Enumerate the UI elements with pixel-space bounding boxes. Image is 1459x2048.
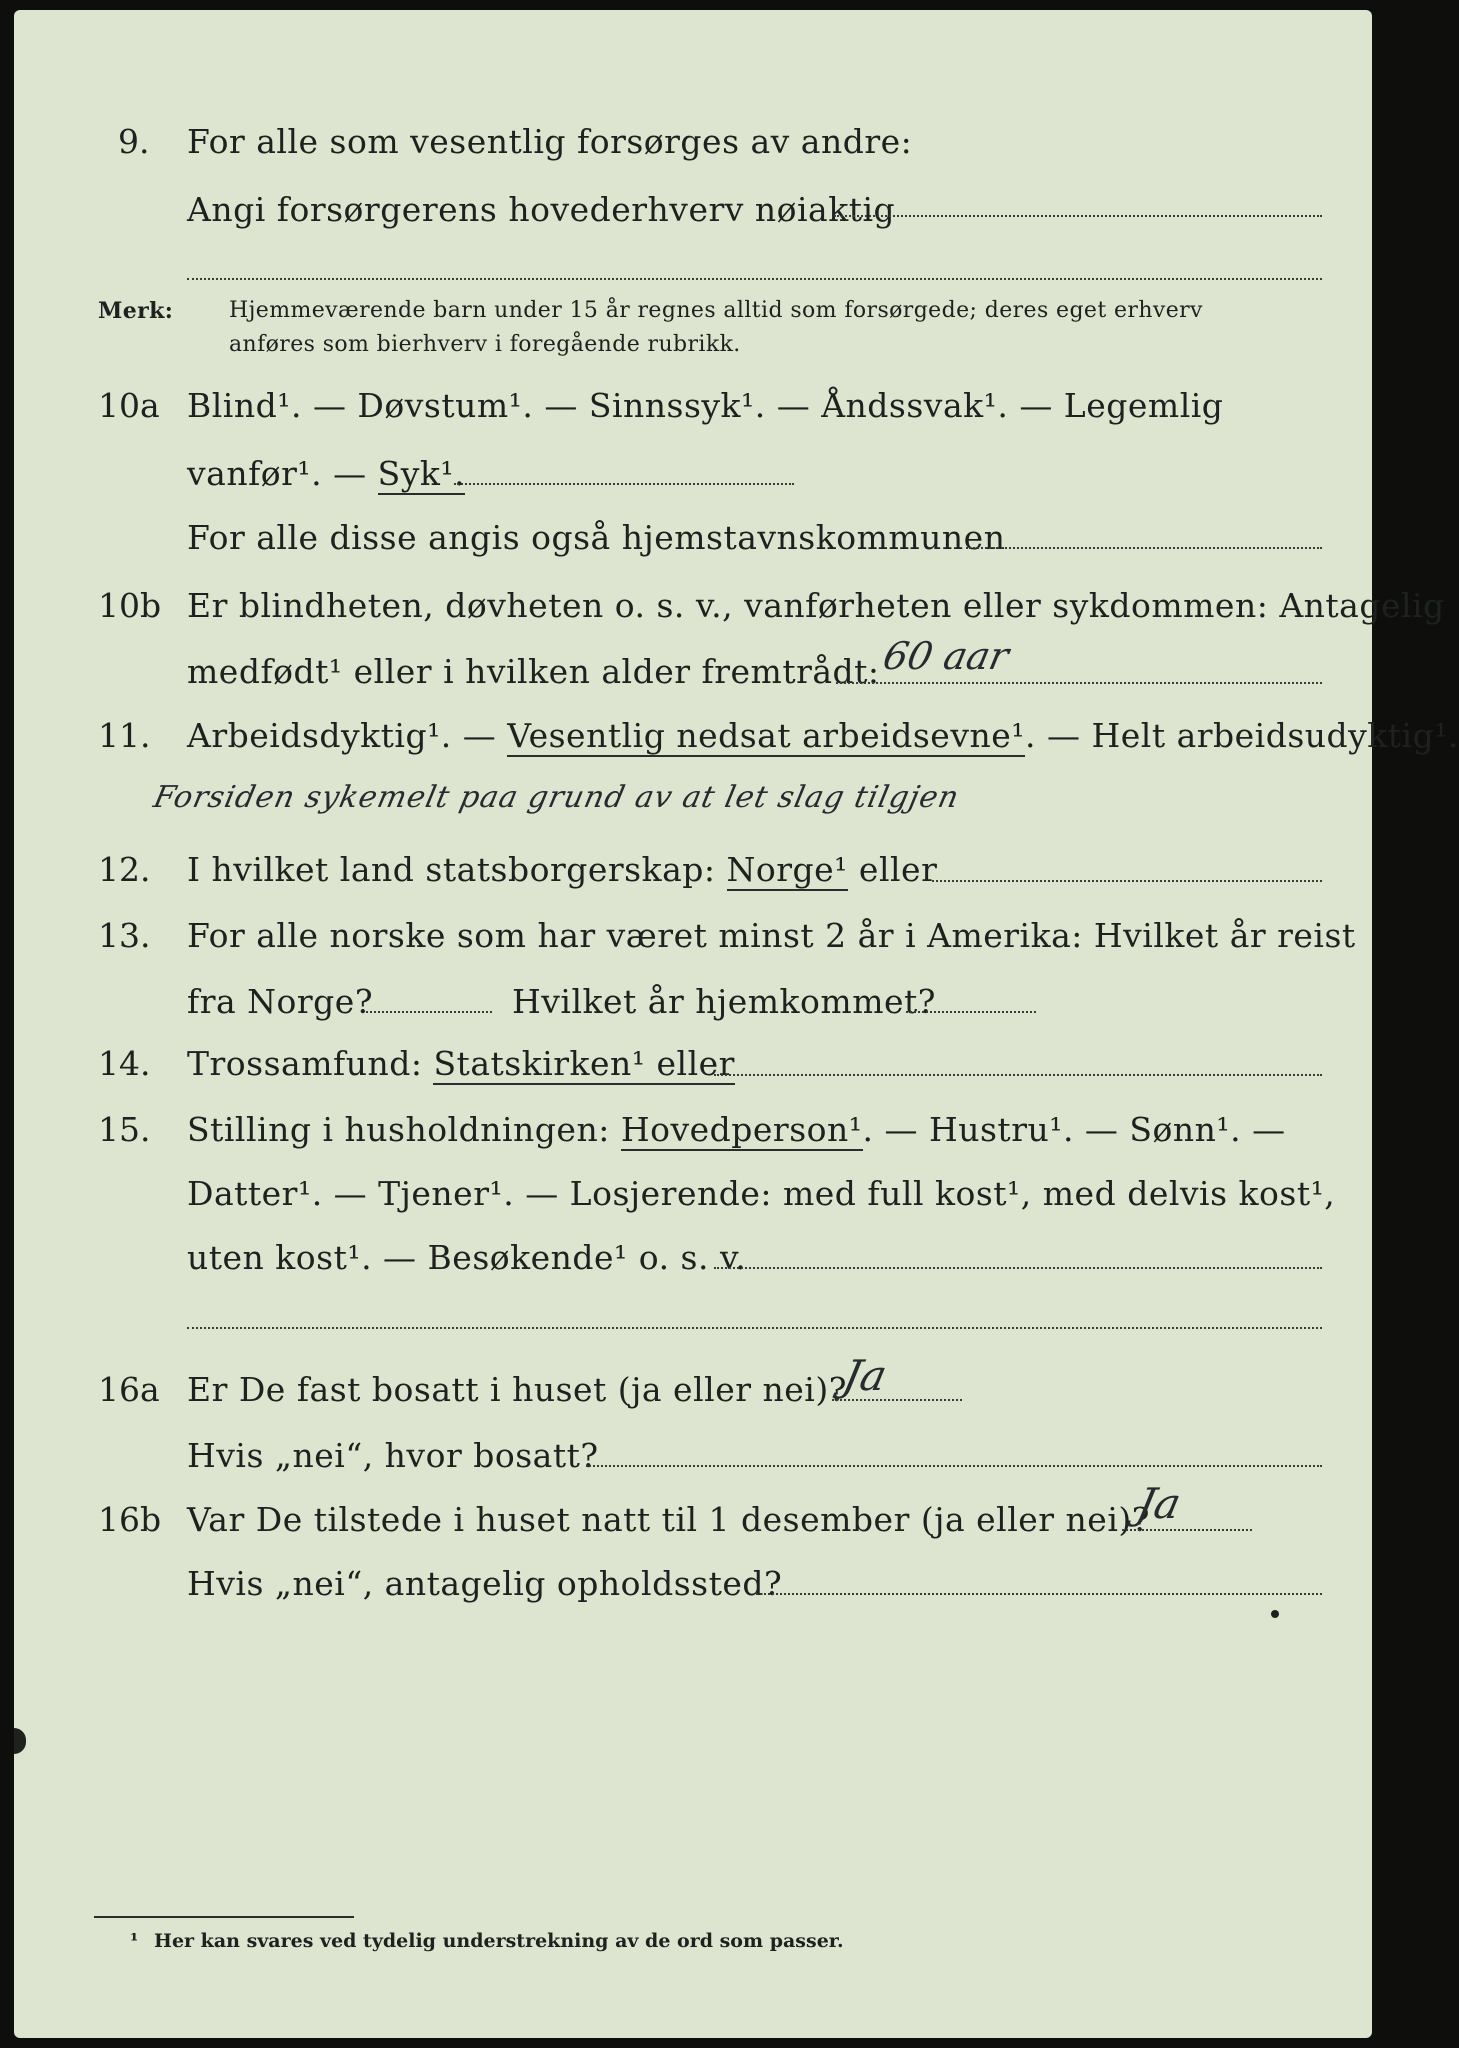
q10a-syk-underlined: Syk¹. bbox=[377, 454, 466, 493]
q10a-disabilities-2: vanfør¹. — Syk¹. bbox=[187, 454, 466, 493]
q11-work-capacity: Arbeidsdyktig¹. — Vesentlig nedsat arbeidsevne¹. — Helt arbeidsudyktig¹. bbox=[187, 716, 1459, 755]
q16a-resident-question: Er De fast bosatt i huset (ja eller nei)? bbox=[187, 1370, 847, 1409]
q16a-handwritten-answer: Ja bbox=[838, 1351, 892, 1400]
q14-religion-field[interactable] bbox=[714, 1074, 1322, 1076]
q9-number: 9. bbox=[118, 122, 150, 161]
q15-household-position-2: Datter¹. — Tjener¹. — Losjerende: med full kost¹, med delvis kost¹, bbox=[187, 1174, 1336, 1213]
q16b-present-field[interactable] bbox=[1122, 1529, 1252, 1531]
q11-number: 11. bbox=[98, 716, 151, 755]
q16a-residence-label: Hvis „nei“, hvor bosatt? bbox=[187, 1436, 599, 1475]
merk-text-1: Hjemmeværende barn under 15 år regnes alltid som forsørgede; deres eget erhverv bbox=[229, 298, 1203, 323]
q13-return-field[interactable] bbox=[906, 1011, 1036, 1013]
q16b-whereabouts-field[interactable] bbox=[756, 1593, 1322, 1595]
q10a-home-municipality-label: For alle disse angis også hjemstavnskommunen bbox=[187, 518, 1006, 557]
q10b-number: 10b bbox=[98, 586, 162, 625]
q10b-age-label: medfødt¹ eller i hvilken alder fremtrådt: bbox=[187, 652, 880, 691]
footnote-text: Her kan svares ved tydelig understrekning av de ord som passer. bbox=[154, 1930, 844, 1952]
q15-hovedperson-underlined: Hovedperson¹ bbox=[620, 1110, 863, 1149]
q15-household-position: Stilling i husholdningen: Hovedperson¹. — Hustru¹. — Sønn¹. — bbox=[187, 1110, 1286, 1149]
q16b-present-question: Var De tilstede i huset natt til 1 desember (ja eller nei)? bbox=[187, 1500, 1150, 1539]
ink-speck-edge bbox=[14, 1728, 26, 1754]
census-form-page bbox=[14, 10, 1459, 2038]
q14-number: 14. bbox=[98, 1044, 151, 1083]
q14-statskirken-underlined: Statskirken¹ eller bbox=[433, 1044, 735, 1083]
q15-number: 15. bbox=[98, 1110, 151, 1149]
merk-label: Merk: bbox=[98, 298, 174, 324]
q9-question: For alle som vesentlig forsørges av andre: bbox=[187, 122, 913, 161]
q10b-handwritten-answer: 60 aar bbox=[879, 634, 1013, 678]
q10a-home-municipality-field[interactable] bbox=[966, 547, 1322, 549]
q14-religion: Trossamfund: Statskirken¹ eller bbox=[187, 1044, 735, 1083]
q12-citizenship: I hvilket land statsborgerskap: Norge¹ eller bbox=[187, 850, 938, 889]
q13-america-question: For alle norske som har været minst 2 år i Amerika: Hvilket år reist bbox=[187, 916, 1356, 955]
q12-citizenship-field[interactable] bbox=[932, 880, 1322, 882]
q9-occupation-field[interactable] bbox=[834, 215, 1322, 217]
q11-handwritten-note: Forsiden sykemelt paa grund av at let slag tilgjen bbox=[150, 780, 963, 815]
q16a-number: 16a bbox=[98, 1370, 160, 1409]
q16a-residence-field[interactable] bbox=[586, 1465, 1322, 1467]
q9-occupation-label: Angi forsørgerens hovederhverv nøiaktig bbox=[187, 190, 896, 229]
q13-departure-label: fra Norge? bbox=[187, 982, 374, 1021]
q15-field[interactable] bbox=[714, 1267, 1322, 1269]
q16b-handwritten-answer: Ja bbox=[1132, 1479, 1186, 1528]
q12-number: 12. bbox=[98, 850, 151, 889]
merk-text-2: anføres som bierhverv i foregående rubrikk. bbox=[229, 332, 741, 357]
footnote-mark: ¹ bbox=[130, 1930, 139, 1952]
q11-reduced-capacity-underlined: Vesentlig nedsat arbeidsevne¹ bbox=[507, 716, 1025, 755]
q10a-number: 10a bbox=[98, 386, 160, 425]
ink-speck bbox=[1271, 1610, 1279, 1618]
q10a-disabilities: Blind¹. — Døvstum¹. — Sinnssyk¹. — Åndssvak¹. — Legemlig bbox=[187, 386, 1224, 425]
q10b-question: Er blindheten, døvheten o. s. v., vanførheten eller sykdommen: Antagelig bbox=[187, 586, 1445, 625]
q15-field-2[interactable] bbox=[187, 1327, 1322, 1329]
q13-number: 13. bbox=[98, 916, 151, 955]
q10b-age-field[interactable] bbox=[836, 682, 1322, 684]
q9-occupation-field-2[interactable] bbox=[187, 278, 1322, 280]
q13-departure-field[interactable] bbox=[366, 1011, 492, 1013]
footnote-rule bbox=[94, 1916, 354, 1918]
q10a-field[interactable] bbox=[454, 483, 794, 485]
q16b-whereabouts-label: Hvis „nei“, antagelig opholdssted? bbox=[187, 1564, 783, 1603]
q12-norge-underlined: Norge¹ bbox=[726, 850, 848, 889]
q16b-number: 16b bbox=[98, 1500, 162, 1539]
q13-return-label: Hvilket år hjemkommet? bbox=[512, 982, 936, 1021]
q15-household-position-3: uten kost¹. — Besøkende¹ o. s. v. bbox=[187, 1238, 747, 1277]
